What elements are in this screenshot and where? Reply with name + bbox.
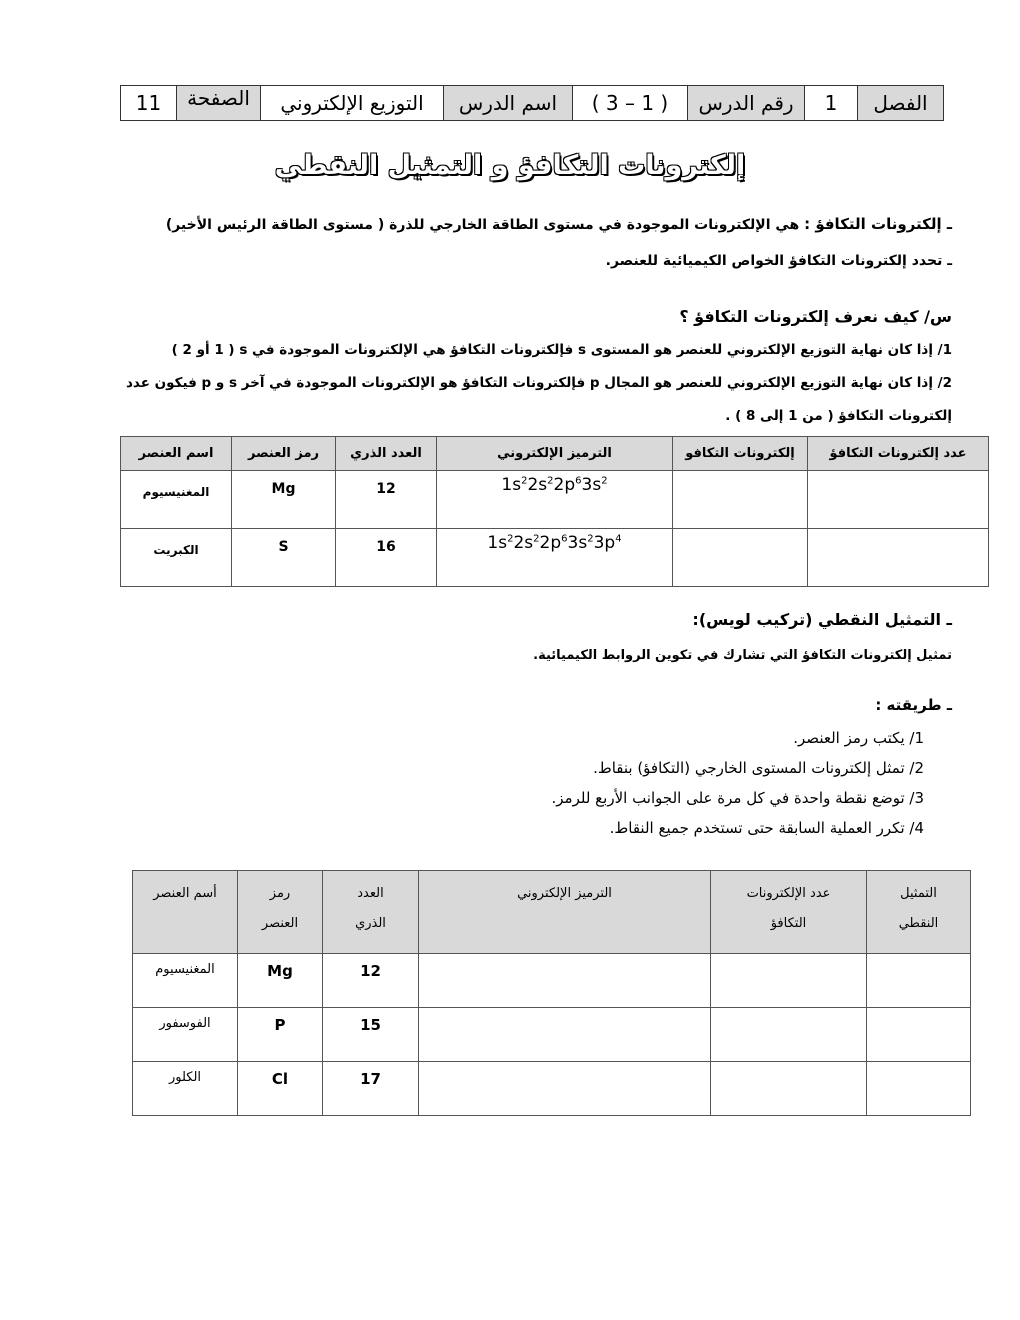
table-row [121,529,989,587]
lesson-header-table [120,85,944,121]
definition [166,215,952,233]
element-name: الكبريت [121,529,232,587]
lewis-heading: ـ التمثيل النقطي (تركيب لويس): [692,610,952,629]
element-name: المغنيسيوم [121,471,232,529]
valence-electrons-cell[interactable] [673,471,808,529]
table-row [121,471,989,529]
orbital-electrons: 2 [533,533,540,545]
table-row [133,1062,971,1116]
element-name: الكلور [133,1062,238,1116]
valence-count-cell[interactable] [808,471,989,529]
orbital-electrons: 6 [561,533,568,545]
step-1: 1/ يكتب رمز العنصر. [793,729,924,747]
answer-2-cont: إلكترونات التكافؤ ( من 1 إلى 8 ) . [725,408,952,424]
valence-count-cell[interactable] [711,1062,867,1116]
lewis-structure-cell[interactable] [867,954,971,1008]
configuration-cell[interactable] [419,954,711,1008]
orbital: 1s [501,475,522,495]
col-valence-count-label: عدد الإلكترونات التكافؤ [746,886,831,931]
atomic-number: 15 [323,1008,419,1062]
orbital: 3s [581,475,602,495]
col-valence-count: عدد إلكترونات التكافؤ [808,437,989,471]
orbital-electrons: 2 [521,475,528,487]
chapter-value: 1 [805,86,858,121]
orbital-electrons: 4 [615,533,622,545]
definition-text: هي الإلكترونات الموجودة في مستوى الطاقة الخارجي للذرة ( مستوى الطاقة الرئيس الأخير) [165,217,805,233]
lewis-table [132,870,971,1116]
col-symbol-label: رمز العنصر [261,886,299,931]
element-symbol: Cl [238,1062,323,1116]
orbital-electrons: 6 [575,475,582,487]
orbital: 2p [539,533,562,553]
orbital: 2s [527,475,548,495]
page-label: الصفحة [177,86,261,121]
col-atomic-number: العدد الذري [336,437,437,471]
lesson-number-value: ( 3 – 1 ) [573,86,688,121]
orbital-electrons: 2 [601,475,608,487]
lesson-number-label: رقم الدرس [688,86,805,121]
lesson-name-label: اسم الدرس [444,86,573,121]
col-symbol: رمز العنصر [232,437,336,471]
col-configuration: الترميز الإلكتروني [419,871,711,954]
table-row [133,954,971,1008]
col-atomic-number [323,871,419,954]
element-name: الفوسفور [133,1008,238,1062]
page-number: 11 [121,86,177,121]
step-4: 4/ تكرر العملية السابقة حتى تستخدم جميع النقاط. [609,819,924,837]
atomic-number: 17 [323,1062,419,1116]
col-element-name: اسم العنصر [121,437,232,471]
table-header-row [133,871,971,954]
step-2: 2/ تمثل إلكترونات المستوى الخارجي (التكافؤ) بنقاط. [593,759,924,777]
atomic-number: 16 [336,529,437,587]
orbital: 3p [593,533,616,553]
element-symbol: Mg [238,954,323,1008]
orbital-electrons: 2 [587,533,594,545]
valence-table [120,436,989,587]
atomic-number: 12 [336,471,437,529]
configuration-cell[interactable] [419,1008,711,1062]
table-row [133,1008,971,1062]
col-configuration: الترميز الإلكتروني [437,437,673,471]
orbital-electrons: 2 [507,533,514,545]
electron-configuration [437,529,673,587]
col-symbol [238,871,323,954]
answer-2: 2/ إذا كان نهاية التوزيع الإلكتروني للعنصر هو المجال p فإلكترونات التكافؤ هو الإلكترونات الموجودة في آخر s و p فيكون عدد [125,375,952,391]
col-lewis-structure-label: التمثيل النقطي [898,886,939,931]
col-element-name: أسم العنصر [133,871,238,954]
definition-term: ـ إلكترونات التكافؤ : [804,215,952,233]
lewis-structure-cell[interactable] [867,1008,971,1062]
col-valence-electrons: إلكترونات التكافو [673,437,808,471]
answer-1: 1/ إذا كان نهاية التوزيع الإلكتروني للعنصر هو المستوى s فإلكترونات التكافؤ هي الإلكترونات الموجودة في s ( 1 أو 2 ) [171,342,952,358]
orbital: 2s [513,533,534,553]
lewis-structure-cell[interactable] [867,1062,971,1116]
orbital: 2p [553,475,576,495]
col-atomic-number-label: العدد الذري [355,886,386,931]
chapter-label: الفصل [858,86,944,121]
lewis-definition: تمثيل إلكترونات التكافؤ التي تشارك في تكوين الروابط الكيميائية. [533,648,952,663]
element-name: المغنيسيوم [133,954,238,1008]
valence-count-cell[interactable] [711,954,867,1008]
valence-count-cell[interactable] [808,529,989,587]
col-valence-count [711,871,867,954]
element-symbol: S [232,529,336,587]
element-symbol: Mg [232,471,336,529]
page-title: إلكترونات التكافؤ و التمثيل النقطي [274,150,746,181]
table-header-row [121,437,989,471]
note: ـ تحدد إلكترونات التكافؤ الخواص الكيميائية للعنصر. [605,253,952,269]
valence-electrons-cell[interactable] [673,529,808,587]
configuration-cell[interactable] [419,1062,711,1116]
lesson-name-value: التوزيع الإلكتروني [261,86,444,121]
orbital: 1s [487,533,508,553]
valence-count-cell[interactable] [711,1008,867,1062]
atomic-number: 12 [323,954,419,1008]
col-lewis-structure [867,871,971,954]
electron-configuration [437,471,673,529]
question: س/ كيف نعرف إلكترونات التكافؤ ؟ [679,307,952,326]
orbital-electrons: 2 [547,475,554,487]
method-heading: ـ طريقته : [875,696,952,714]
element-symbol: P [238,1008,323,1062]
step-3: 3/ توضع نقطة واحدة في كل مرة على الجوانب الأربع للرمز. [551,789,924,807]
orbital: 3s [567,533,588,553]
